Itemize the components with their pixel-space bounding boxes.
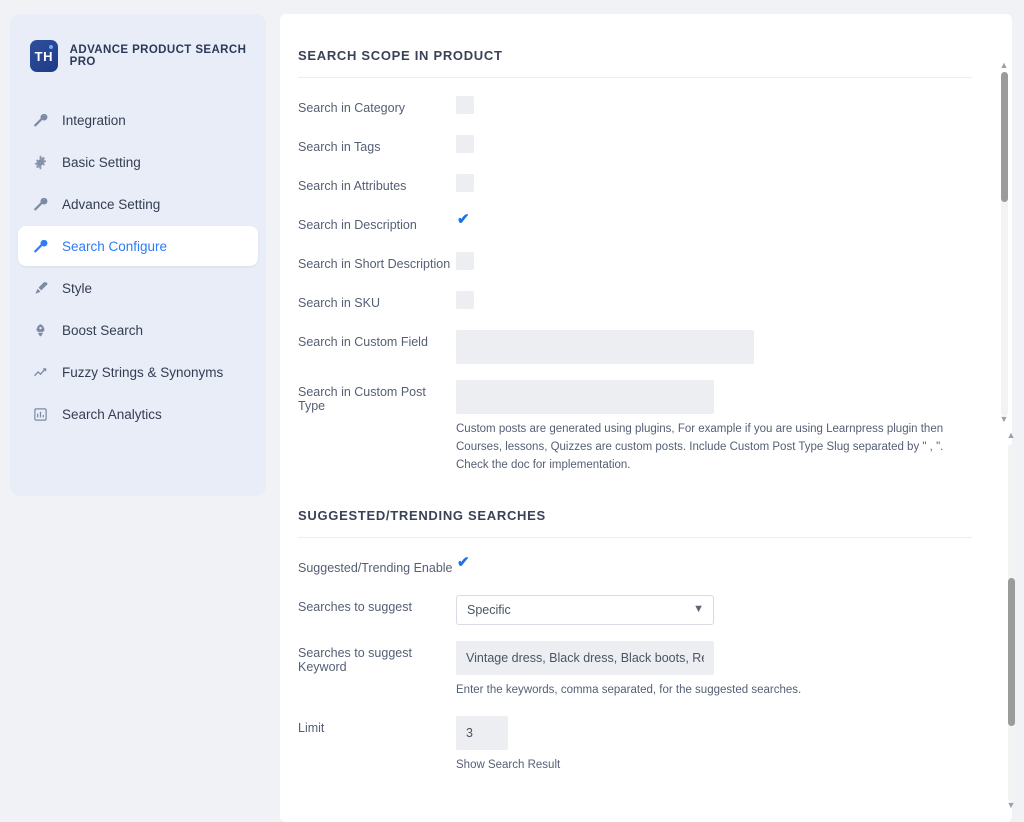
row-label: Search in Description xyxy=(298,218,417,232)
sidebar-item-fuzzy-strings-synonyms[interactable] xyxy=(18,352,258,392)
sidebar-item-label: Search Analytics xyxy=(62,406,162,422)
sidebar-item-label: Basic Setting xyxy=(62,154,141,170)
limit-help-text: Show Search Result xyxy=(456,759,561,772)
row-field xyxy=(456,641,972,700)
setting-row-search-in-tags xyxy=(298,127,972,166)
row-field xyxy=(456,330,972,364)
row-label: Search in Custom Post Type xyxy=(298,385,426,413)
custom-post-type-help-text: Custom posts are generated using plugins, For example if you are using Learnpress plugin then Courses, lessons, Quizzes are custom posts. Include Custom Post Type Slug separated by " , ". Check the doc for implementation. xyxy=(456,423,944,471)
sidebar-item-advance-setting[interactable] xyxy=(18,184,258,224)
row-label: Search in Attributes xyxy=(298,179,407,193)
row-label: Search in Category xyxy=(298,101,406,115)
chart-icon xyxy=(32,364,48,380)
sidebar-item-label: Style xyxy=(62,280,93,296)
row-field xyxy=(456,174,972,197)
setting-row-search-in-custom-field xyxy=(298,322,972,372)
sidebar-item-boost-search[interactable] xyxy=(18,310,258,350)
search-in-short-description-checkbox[interactable] xyxy=(456,252,474,270)
searches-to-suggest-select-wrap xyxy=(456,595,714,625)
search-in-tags-checkbox[interactable] xyxy=(456,135,474,153)
settings-content xyxy=(280,14,1012,822)
limit-input[interactable] xyxy=(456,716,508,750)
setting-row-search-in-custom-post-type xyxy=(298,372,972,482)
row-field xyxy=(456,291,972,314)
row-field xyxy=(456,556,972,579)
setting-row-searches-to-suggest xyxy=(298,587,972,633)
row-field xyxy=(456,252,972,275)
row-label: Limit xyxy=(298,721,325,736)
setting-row-limit xyxy=(298,708,972,783)
setting-row-search-in-sku xyxy=(298,283,972,322)
search-in-category-checkbox[interactable] xyxy=(456,96,474,114)
row-label: Suggested/Trending Enable xyxy=(298,561,453,576)
section-spacer xyxy=(298,482,972,508)
sidebar-nav xyxy=(10,100,266,434)
analytics-icon xyxy=(32,406,48,422)
row-field xyxy=(456,380,972,474)
sidebar-item-basic-setting[interactable] xyxy=(18,142,258,182)
sidebar-item-search-analytics[interactable] xyxy=(18,394,258,434)
outer-scroll-up-arrow[interactable]: ▲ xyxy=(1006,430,1016,440)
wrench-icon xyxy=(32,238,48,254)
setting-row-search-in-description xyxy=(298,205,972,244)
sidebar-item-style[interactable] xyxy=(18,268,258,308)
outer-scroll-down-arrow[interactable]: ▼ xyxy=(1006,800,1016,810)
setting-row-search-in-category xyxy=(298,88,972,127)
suggested-trending-enable-checkbox[interactable] xyxy=(456,556,474,574)
brand xyxy=(10,40,266,72)
app-logo: TH xyxy=(30,40,58,72)
sidebar-item-label: Boost Search xyxy=(62,322,144,338)
settings-panel xyxy=(280,14,1012,822)
inner-scroll-thumb[interactable] xyxy=(1001,72,1008,202)
outer-scroll-thumb[interactable] xyxy=(1008,578,1015,726)
row-label: Searches to suggest Keyword xyxy=(298,646,412,675)
search-in-sku-checkbox[interactable] xyxy=(456,291,474,309)
row-field xyxy=(456,135,972,158)
setting-row-suggested-trending-enable xyxy=(298,548,972,587)
section-title-suggested-trending: SUGGESTED/TRENDING SEARCHES xyxy=(298,508,546,524)
sidebar-item-label: Integration xyxy=(62,112,126,128)
setting-row-searches-to-suggest-keyword xyxy=(298,633,972,708)
wrench-icon xyxy=(32,112,48,128)
sidebar-item-search-configure[interactable] xyxy=(18,226,258,266)
wrench-icon xyxy=(32,196,48,212)
sidebar-item-label: Search Configure xyxy=(62,238,168,254)
sidebar xyxy=(10,14,266,496)
searches-to-suggest-select[interactable] xyxy=(456,595,714,625)
sidebar-item-label: Advance Setting xyxy=(62,196,161,212)
rocket-icon xyxy=(32,322,48,338)
row-label: Searches to suggest xyxy=(298,600,412,615)
row-label: Search in SKU xyxy=(298,296,380,310)
app-title: ADVANCE PRODUCT SEARCH PRO xyxy=(69,44,247,68)
row-field xyxy=(456,595,972,625)
row-label: Search in Tags xyxy=(298,140,381,154)
search-in-custom-post-type-input[interactable] xyxy=(456,380,714,414)
row-field xyxy=(456,716,972,775)
searches-to-suggest-keyword-input[interactable] xyxy=(456,641,714,675)
inner-scroll-up-arrow[interactable]: ▲ xyxy=(999,60,1009,70)
sidebar-item-integration[interactable] xyxy=(18,100,258,140)
search-in-attributes-checkbox[interactable] xyxy=(456,174,474,192)
inner-scroll-down-arrow[interactable]: ▼ xyxy=(999,414,1009,424)
section-divider xyxy=(298,77,972,78)
brush-icon xyxy=(32,280,48,296)
row-label: Search in Custom Field xyxy=(298,335,428,349)
search-in-description-checkbox[interactable] xyxy=(456,213,474,231)
setting-row-search-in-short-description xyxy=(298,244,972,283)
row-label: Search in Short Description xyxy=(298,257,451,271)
row-field xyxy=(456,213,972,236)
search-in-custom-field-input[interactable] xyxy=(456,330,754,364)
section-title-search-scope: SEARCH SCOPE IN PRODUCT xyxy=(298,48,503,63)
gear-icon xyxy=(32,154,48,170)
section-divider xyxy=(298,537,972,538)
sidebar-item-label: Fuzzy Strings & Synonyms xyxy=(62,364,224,380)
setting-row-search-in-attributes xyxy=(298,166,972,205)
chevron-down-icon: ▼ xyxy=(693,603,704,616)
row-field xyxy=(456,96,972,119)
keyword-help-text: Enter the keywords, comma separated, for the suggested searches. xyxy=(456,684,802,697)
